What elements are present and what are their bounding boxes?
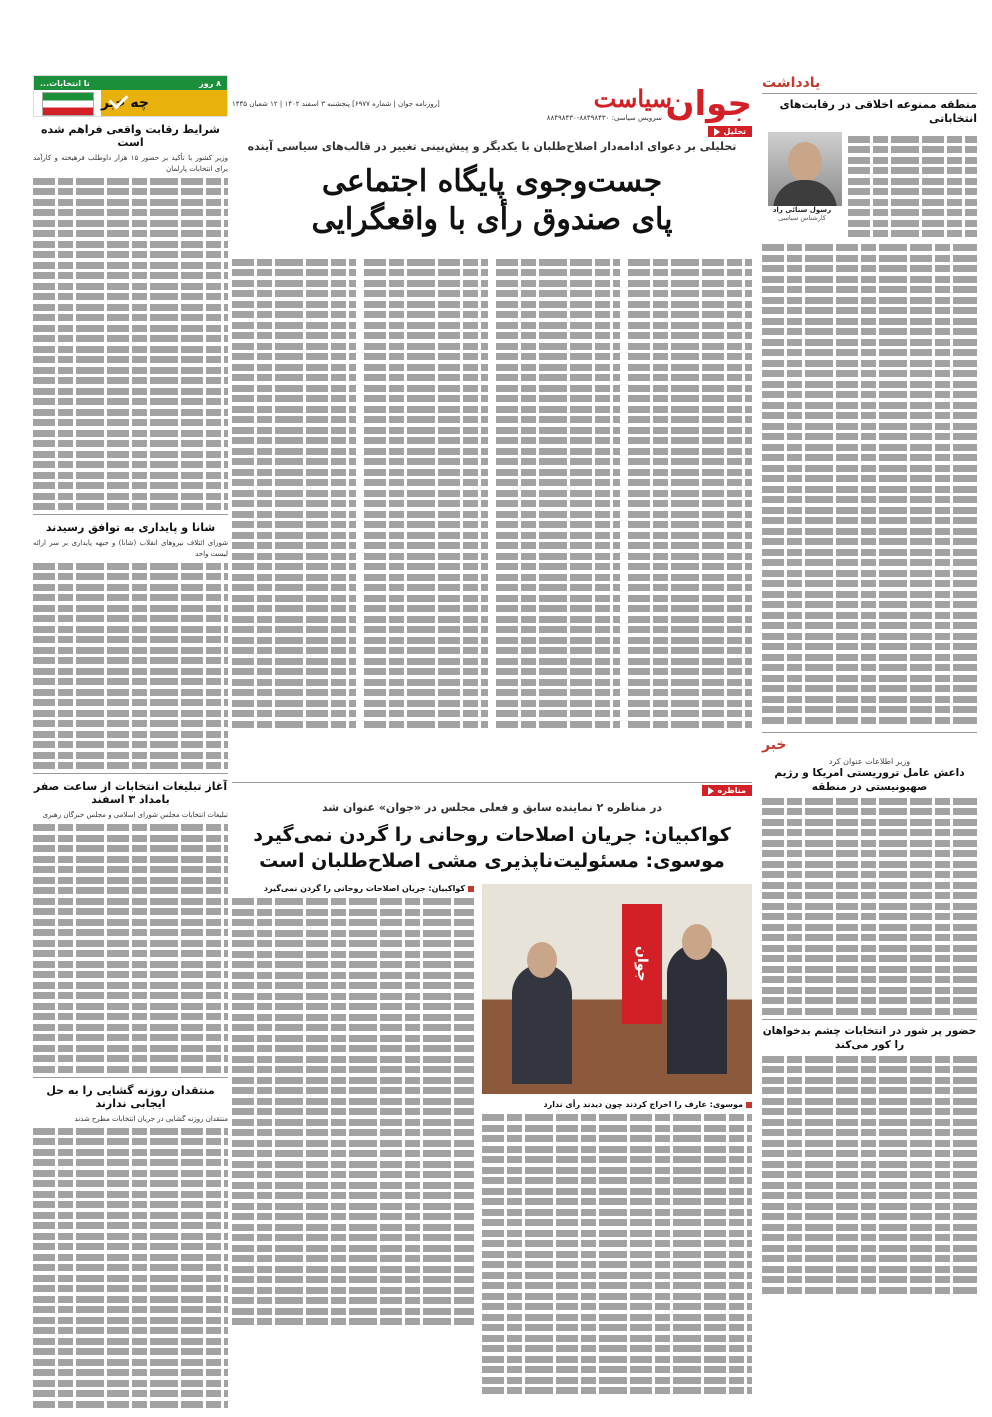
banner-top-strip	[34, 76, 227, 90]
news1-kicker: وزیر اطلاعات عنوان کرد	[828, 756, 911, 766]
photo-caption-1	[232, 884, 474, 895]
note-intro	[762, 132, 977, 241]
banner-days: ۸ روز	[199, 78, 221, 88]
left-story-3	[33, 780, 228, 1073]
bullet-icon	[746, 1102, 752, 1108]
left-story-body	[33, 153, 228, 510]
divider	[762, 93, 977, 94]
left-story-title: منتقدان روزنه گشایی را به حل ایجابی ندارند	[46, 1083, 215, 1110]
debate-headline-2: موسوی: مسئولیت‌ناپذیری مشی اصلاح‌طلبان است	[259, 850, 725, 872]
photo-caption-1-text: کواکبیان: جریان اصلاحات روحانی را گردن نمی‌گیرد	[263, 884, 465, 893]
note-intro-text	[848, 132, 977, 241]
divider	[33, 514, 228, 515]
arrow-icon	[714, 128, 720, 136]
divider	[33, 773, 228, 774]
divider	[232, 782, 752, 783]
person-left-head	[527, 942, 557, 978]
author-box	[762, 132, 842, 241]
divider	[762, 732, 977, 733]
arrow-icon	[708, 787, 714, 795]
left-story-body	[33, 1114, 228, 1408]
photo-caption-2	[482, 1100, 752, 1111]
bullet-icon	[468, 886, 474, 892]
news1-body	[762, 798, 977, 1015]
divider	[762, 1019, 977, 1020]
lead-body-col	[364, 255, 488, 731]
banner-until: تا انتخابات...	[40, 78, 90, 88]
left-story-title: آغاز تبلیغات انتخابات از ساعت صفر بامداد ۳ اسفند	[33, 780, 228, 806]
lead-body-col	[628, 255, 752, 731]
lead-body-columns	[232, 255, 752, 731]
lead-headline-1: جست‌وجوی پایگاه اجتماعی	[321, 164, 663, 199]
issue-number: [روزنامه جوان | شماره ۶۹۷۷]	[352, 100, 440, 108]
left-story-lead: وزیر کشور با تأکید بر حضور ۱۵ هزار داوطلب فرهیخته و کارآمد برای انتخابات پارلمان	[33, 154, 229, 173]
debate-tag	[702, 785, 752, 796]
masthead	[232, 82, 752, 136]
section-title: سیاست	[593, 84, 672, 113]
author-photo	[768, 132, 842, 206]
news2-title: حضور پر شور در انتخابات چشم‌ بدخواهان را کور می‌کند	[762, 1024, 977, 1051]
debate-body	[232, 884, 752, 1398]
left-story-body	[33, 538, 228, 769]
left-story-lead: شورای ائتلاف نیروهای انقلاب (شانا) و جبهه پایداری بر سر ارائه لیست واحد	[33, 539, 228, 558]
note-label: یادداشت	[762, 75, 821, 91]
debate-section	[232, 782, 752, 1398]
debate-kicker: در مناظره ۲ نماینده سابق و فعلی مجلس در «جوان» عنوان شد	[321, 801, 663, 814]
left-story-4	[33, 1084, 228, 1408]
news-label: خبر	[762, 736, 787, 753]
debate-tag-label: مناظره	[717, 786, 746, 795]
left-story-lead: منتقدان روزنه گشایی در جریان انتخابات مطرح شدند	[74, 1114, 228, 1123]
author-name: رسول سنائی راد	[772, 206, 832, 214]
lead-body-col	[232, 255, 356, 731]
left-column	[33, 0, 228, 1411]
iran-flag-icon	[42, 92, 94, 116]
left-story-title: شرایط رقابت واقعی فراهم شده است	[41, 123, 220, 149]
note-title: منطقه ممنوعه اخلاقی در رقابت‌های انتخاباتی	[779, 98, 977, 125]
news1-title: داعش عامل تروریستی امریکا و رژیم صهیونیستی در منطقه	[774, 766, 965, 793]
news2-body	[762, 1056, 977, 1294]
debate-photo-area	[482, 884, 752, 1398]
author-role: کارشناس سیاسی	[778, 214, 826, 222]
editor-line: سرویس سیاسی: ۸۸۴۹۸۴۳۰-۸۸۴۹۸۴۳۰	[546, 114, 662, 122]
person-right-silhouette	[667, 944, 727, 1074]
lead-body-col	[496, 255, 620, 731]
debate-photo	[482, 884, 752, 1094]
debate-headline-1: کواکبیان: جریان اصلاحات روحانی را گردن نمی‌گیرد	[253, 824, 731, 846]
banner-main-label: چه خبر	[101, 90, 227, 116]
person-right-head	[682, 924, 712, 960]
lead-kicker: تحلیلی بر دعوای ادامه‌دار اصلاح‌طلبان با یکدیگر و پیش‌بینی تغییر در قالب‌های سیاسی آینده	[247, 140, 737, 153]
debate-right-text	[232, 884, 474, 1398]
analysis-tag	[708, 126, 752, 137]
left-story-body	[33, 810, 228, 1073]
note-body	[762, 244, 977, 724]
lead-headline-2: پای صندوق رأی با واقعگرایی	[311, 202, 673, 237]
newspaper-logo: جوان	[665, 84, 752, 124]
lead-story	[232, 140, 752, 731]
election-banner	[33, 75, 228, 117]
left-story-lead: تبلیغات انتخابات مجلس شورای اسلامی و مجلس خبرگان رهبری	[42, 811, 228, 819]
analysis-tag-label: تحلیل	[723, 127, 746, 136]
debate-left-text	[482, 1100, 752, 1394]
left-story-title: شانا و پایداری به توافق رسیدند	[45, 521, 216, 534]
issue-date: پنجشنبه ۳ اسفند ۱۴۰۲ | ۱۲ شعبان ۱۴۴۵	[232, 100, 350, 108]
divider	[33, 1077, 228, 1078]
right-column	[762, 0, 977, 1297]
photo-caption-2-text: موسوی: عارف را اخراج کردند چون دیدند رأی ندارد	[543, 1100, 743, 1109]
left-story-1	[33, 123, 228, 510]
person-left-silhouette	[512, 964, 572, 1084]
left-story-2	[33, 521, 228, 769]
issue-info	[232, 100, 440, 108]
photo-logo-banner: جوان	[622, 904, 662, 1024]
